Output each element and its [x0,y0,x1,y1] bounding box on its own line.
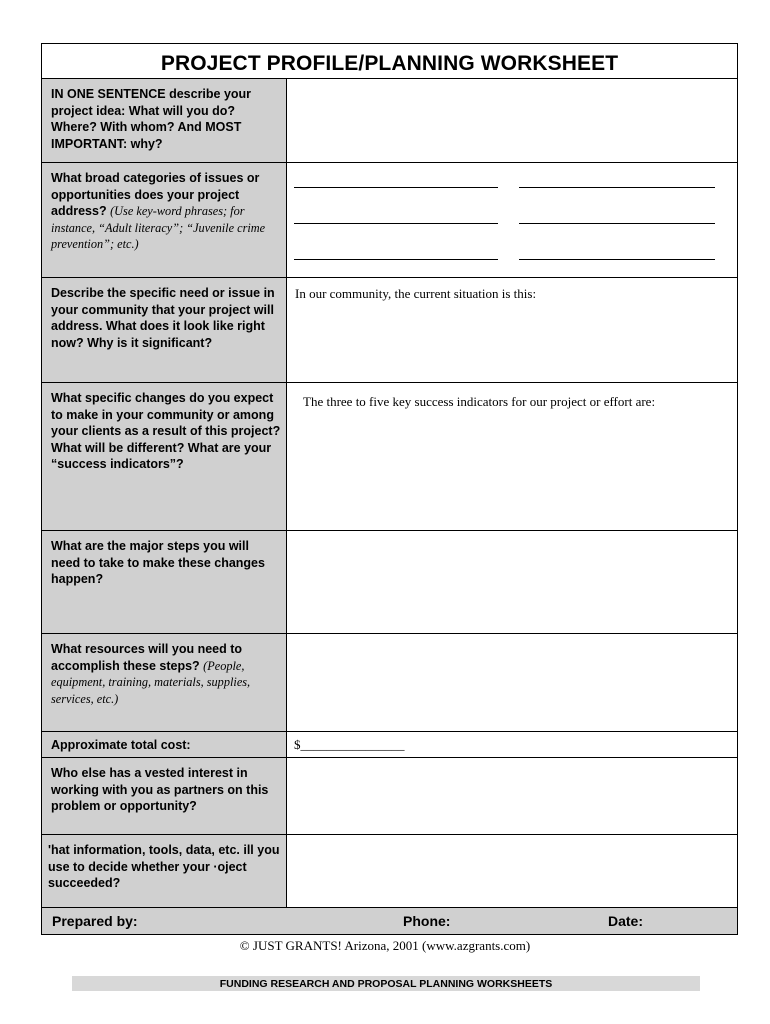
question-text: Who else has a vested interest in working with you as partners on this problem or opportunity? [51,766,269,814]
answer-cell-project-idea[interactable] [287,79,737,162]
copyright-notice: © JUST GRANTS! Arizona, 2001 (www.azgrants.com) [239,938,531,953]
question-text: What broad categories of issues or opportunities does your project address? [51,171,260,219]
question-text: Describe the specific need or issue in your community that your project will address. What does it look like right now? Why is it significant? [51,286,275,350]
answer-cell-cost[interactable] [287,732,737,757]
answer-cell-partners[interactable] [287,758,737,834]
question-text: Approximate total cost: [51,738,191,752]
worksheet-row-evaluation [42,835,737,908]
prepared-by-label: Prepared by: [52,913,138,929]
category-blank-line[interactable] [519,187,715,188]
question-cell [42,758,287,834]
answer-prompt: In our community, the current situation is this: [295,286,537,301]
question-note: (People, equipment, training, materials, supplies, services, etc.) [51,658,251,706]
question-cell [42,634,287,731]
answer-prompt: The three to five key success indicators for our project or effort are: [303,394,656,409]
answer-cell-steps[interactable] [287,531,737,633]
question-text: What specific changes do you expect to make in your community or among your clients as a result of this project? What will be different? What are your “success indicators”? [51,391,281,472]
category-blank-line[interactable] [519,223,715,224]
question-text: IN ONE SENTENCE describe your project idea: What will you do? Where? With whom? And MOST IMPORTANT: why? [51,87,252,151]
question-note: (Use key-word phrases; for instance, “Adult literacy”; “Juvenile crime prevention”; etc.) [51,204,266,252]
phone-label: Phone: [403,913,451,929]
worksheet-title: PROJECT PROFILE/PLANNING WORKSHEET [42,44,737,79]
answer-cell-changes[interactable] [287,383,737,530]
category-blank-line[interactable] [519,259,715,260]
category-blank-line[interactable] [294,259,498,260]
prepared-by-row [42,908,737,934]
answer-cell-categories [287,163,737,277]
question-text: What are the major steps you will need to take to make these changes happen? [51,539,265,587]
question-cell [42,163,287,277]
worksheet-row-changes [42,383,737,531]
question-cell [42,383,287,530]
question-text: What resources will you need to accomplish these steps? [51,642,243,673]
worksheet-row-need [42,278,737,383]
worksheet-row-project-idea [42,79,737,163]
worksheet-row-cost [42,732,737,758]
worksheet-row-resources [42,634,737,732]
category-blank-line[interactable] [294,223,498,224]
cost-field[interactable]: $________________ [294,737,405,752]
answer-cell-need[interactable] [287,278,737,382]
bottom-banner: FUNDING RESEARCH AND PROPOSAL PLANNING WORKSHEETS [72,976,700,991]
question-cell [42,278,287,382]
worksheet-table [41,43,738,935]
answer-cell-resources[interactable] [287,634,737,731]
worksheet-row-steps [42,531,737,634]
worksheet-row-partners [42,758,737,835]
question-cell [42,835,287,907]
worksheet-row-categories [42,163,737,278]
date-label: Date: [608,913,644,929]
answer-cell-evaluation[interactable] [287,835,737,907]
question-cell [42,732,287,757]
question-cell [42,79,287,162]
question-text: 'hat information, tools, data, etc. ill you use to decide whether your ·oject succeeded? [48,843,280,891]
category-blank-line[interactable] [294,187,498,188]
question-cell [42,531,287,633]
